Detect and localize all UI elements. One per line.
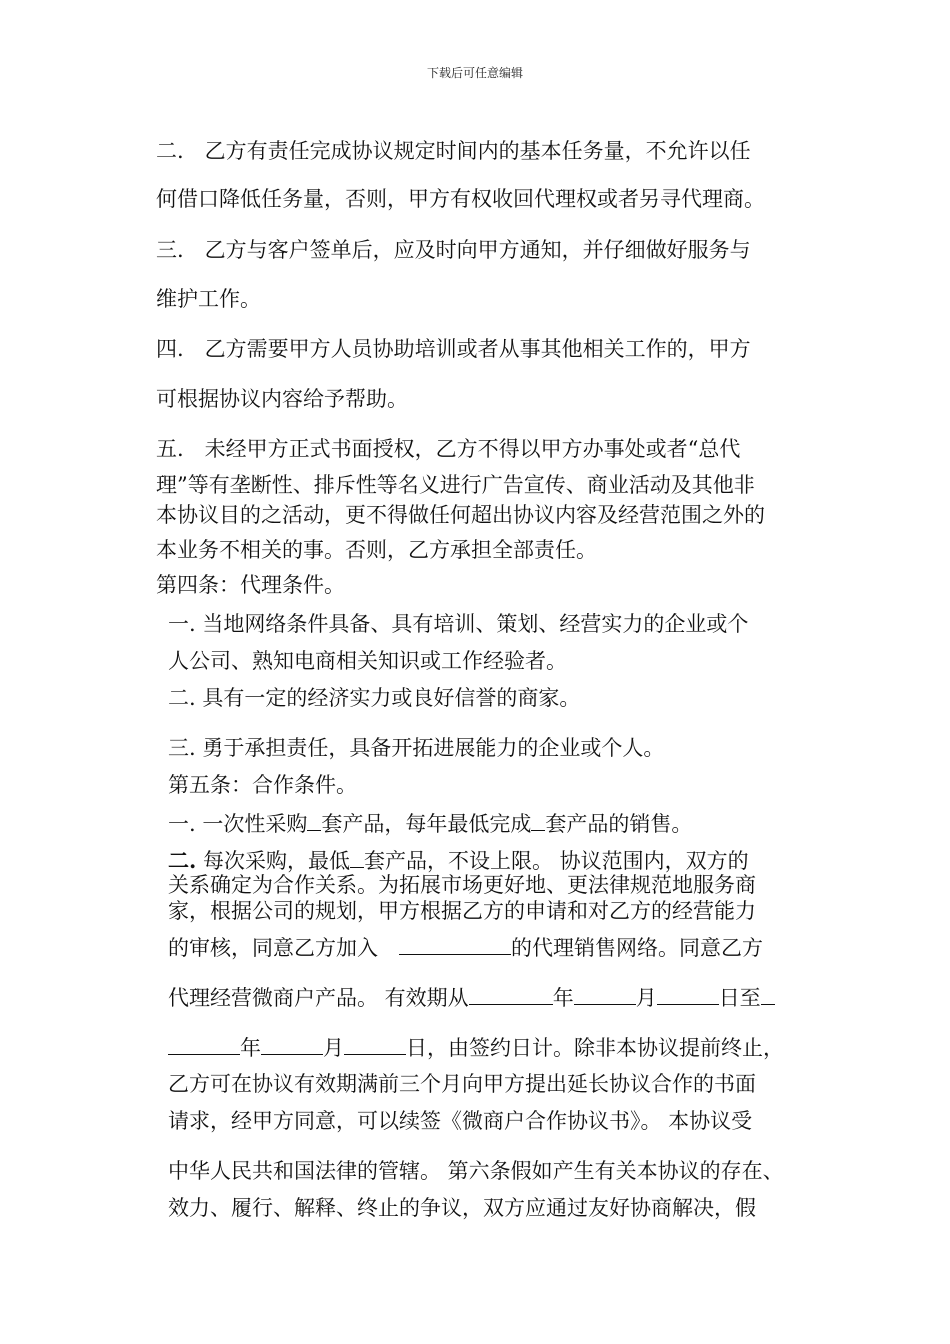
article-4-heading: 第四条：代理条件。 [156,573,345,597]
clause-5-line-3: 本协议目的之活动，更不得做任何超出协议内容及经营范围之外的 [156,503,765,527]
condition-2: 二. 具有一定的经济实力或良好信誉的商家。 [168,686,581,710]
fill-blank[interactable] [261,1034,323,1055]
page-header: 下载后可任意编辑 [426,66,523,80]
clause-4-line-2: 可根据协议内容给予帮助。 [156,387,408,411]
fill-blank[interactable] [350,847,364,868]
agreement-line-3 [168,1034,784,1061]
fill-blank[interactable] [574,984,636,1005]
clause-2-line-2: 何借口降低任务量，否则，甲方有权收回代理权或者另寻代理商。 [156,187,765,211]
clause-5-line-1: 五. 未经甲方正式书面授权，乙方不得以甲方办事处或者“总代 [156,437,741,461]
agreement-line-6: 中华人民共和国法律的管辖。 第六条假如产生有关本协议的存在、 [168,1159,784,1183]
cooperation-2-text-b: 套产品，不设上限。 协议范围内，双方的 [364,849,749,873]
condition-1-line-2: 人公司、熟知电商相关知识或工作经验者。 [168,649,567,673]
fill-blank[interactable] [168,1034,240,1055]
fill-blank[interactable] [399,934,511,955]
agreement-line-3-text-a: 年 [240,1036,261,1060]
agreement-line-7: 效力、履行、解释、终止的争议，双方应通过友好协商解决，假 [168,1196,756,1220]
agreement-line-2-text-c: 月 [635,986,657,1010]
article-5-heading: 第五条：合作条件。 [168,773,357,797]
fill-blank[interactable] [761,984,775,1005]
cooperation-1-text-a: 一. 一次性采购 [168,812,308,836]
cooperation-2-text-a: 每次采购，最低 [196,849,350,873]
fill-blank[interactable] [344,1034,406,1055]
agreement-line-4: 乙方可在协议有效期满前三个月向甲方提出延长协议合作的书面 [168,1072,756,1096]
fill-blank[interactable] [657,984,719,1005]
clause-3-line-1: 三. 乙方与客户签单后，应及时向甲方通知，并仔细做好服务与 [156,238,751,262]
agreement-line-3-text-b: 月 [323,1036,344,1060]
agreement-line-1 [168,934,763,961]
cooperation-2-number: 二. [168,848,197,873]
agreement-line-3-text-c: 日，由签约日计。除非本协议提前终止， [406,1036,784,1060]
cooperation-2-line-3: 家，根据公司的规划，甲方根据乙方的申请和对乙方的经营能力 [168,899,756,923]
condition-3: 三. 勇于承担责任，具备开拓进展能力的企业或个人。 [168,736,665,760]
cooperation-1 [168,810,692,837]
condition-1-line-1: 一. 当地网络条件具备、具有培训、策划、经营实力的企业或个 [168,612,749,636]
cooperation-1-text-b: 套产品，每年最低完成 [321,812,532,836]
agreement-line-2-text-a: 代理经营微商户产品。 有效期从 [168,986,469,1010]
fill-blank[interactable] [469,984,553,1005]
cooperation-2-line-2: 关系确定为合作关系。为拓展市场更好地、更法律规范地服务商 [168,873,756,897]
agreement-line-1-text-b: 的代理销售网络。同意乙方 [511,936,763,960]
agreement-line-5: 请求，经甲方同意，可以续签《微商户合作协议书》。 本协议受 [168,1109,753,1133]
clause-5-line-4: 本业务不相关的事。否则，乙方承担全部责任。 [156,538,597,562]
clause-5-line-2: 理”等有垄断性、排斥性等名义进行广告宣传、商业活动及其他非 [156,473,755,497]
agreement-line-2 [168,984,775,1011]
fill-blank[interactable] [307,810,321,831]
cooperation-1-text-c: 套产品的销售。 [545,812,693,836]
fill-blank[interactable] [531,810,545,831]
clause-4-line-1: 四. 乙方需要甲方人员协助培训或者从事其他相关工作的，甲方 [156,337,751,361]
agreement-line-2-text-b: 年 [552,986,574,1010]
clause-3-line-2: 维护工作。 [156,287,261,311]
agreement-line-2-text-d: 日至 [718,986,761,1010]
cooperation-2-line-1 [168,847,749,874]
agreement-line-1-text-a: 的审核，同意乙方加入 [168,936,399,960]
clause-2-line-1: 二. 乙方有责任完成协议规定时间内的基本任务量，不允许以任 [156,139,751,163]
